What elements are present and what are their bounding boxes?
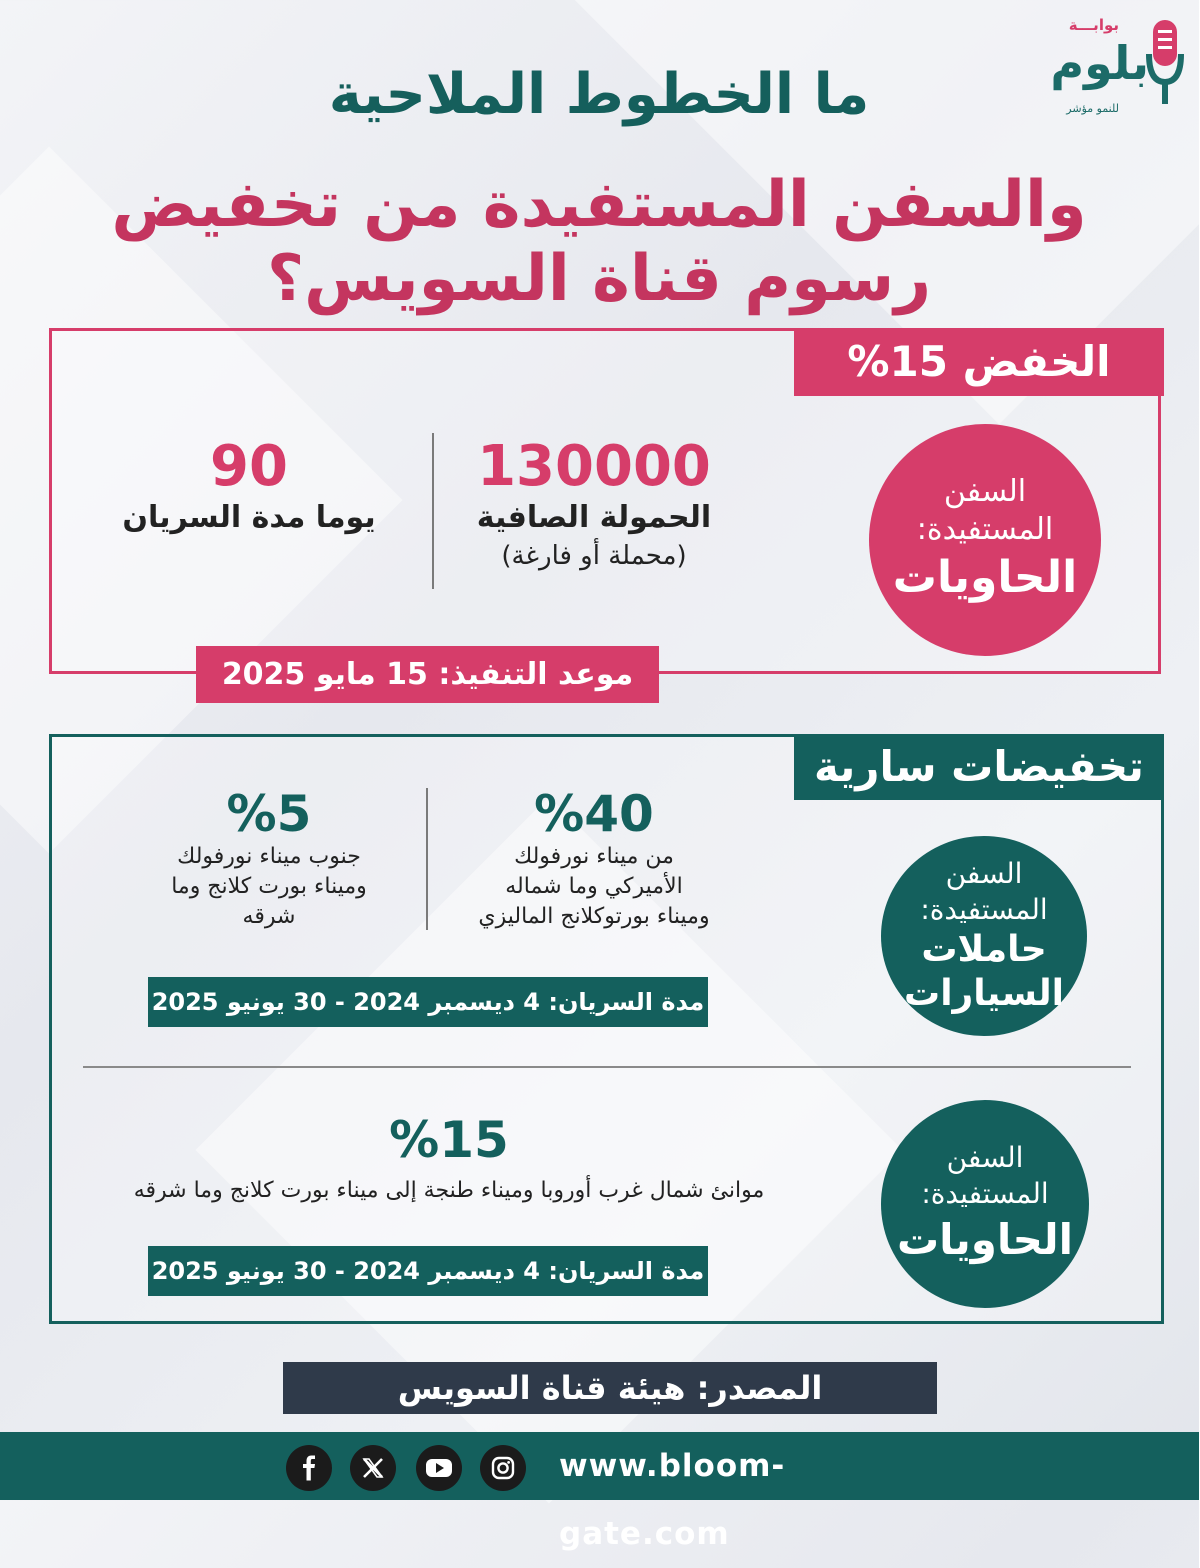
stat-value: %40 [535, 785, 655, 843]
divider [427, 788, 429, 930]
page-title-line2: والسفن المستفيدة من تخفيض رسوم قناة السويس؟ [112, 168, 1088, 316]
stat-desc-line: من ميناء نورفولك [515, 844, 675, 869]
website-link[interactable]: www.bloom-gate.com [560, 1448, 787, 1552]
stat-desc-line: وميناء بورت كلانج وما [172, 874, 368, 899]
logo-brand: بلوم [1051, 36, 1150, 90]
stat-desc: موانئ شمال غرب أوروبا وميناء طنجة إلى ميناء بورت كلانج وما شرقه [134, 1178, 766, 1203]
stat-label: الحمولة الصافية [477, 500, 713, 535]
circle-ship-type-line1: حاملات [922, 929, 1048, 970]
facebook-icon[interactable] [287, 1445, 333, 1491]
instagram-icon[interactable] [481, 1445, 527, 1491]
stat-label: يوما مدة السريان [123, 500, 377, 535]
beneficiary-circle-containers [882, 1100, 1090, 1308]
stat-value: 130000 [478, 434, 712, 499]
x-icon[interactable] [351, 1445, 397, 1491]
circle-ship-type: الحاويات [897, 1215, 1075, 1264]
section2-header: تخفيضات سارية [795, 734, 1165, 800]
validity-period-bar: مدة السريان: 4 ديسمبر 2024 - 30 يونيو 2025 [149, 1246, 709, 1296]
stat-15-percent [70, 1112, 830, 1206]
stat-5-percent [130, 786, 410, 932]
page-title-line1: ما الخطوط الملاحية [329, 62, 871, 127]
circle-label-line1: السفن [944, 474, 1028, 509]
section-divider [84, 1066, 1132, 1068]
stat-desc-line: وميناء بورتوكلانج الماليزي [479, 904, 711, 929]
beneficiary-circle-car-carriers [882, 836, 1088, 1036]
circle-label-line1: السفن [947, 1141, 1025, 1174]
circle-label-line1: السفن [946, 857, 1024, 890]
stat-sublabel: (محملة أو فارغة) [502, 541, 688, 571]
stat-40-percent [440, 786, 750, 932]
stat-desc-line: الأميركي وما شماله [506, 874, 684, 899]
circle-label-line2: المستفيدة: [917, 512, 1055, 547]
logo-tagline: للنمو مؤشر [1067, 102, 1120, 115]
validity-period-bar: مدة السريان: 4 ديسمبر 2024 - 30 يونيو 2025 [149, 977, 709, 1027]
stat-value: 90 [211, 434, 289, 499]
implementation-date-bar: موعد التنفيذ: 15 مايو 2025 [197, 646, 660, 703]
circle-label-line2: المستفيدة: [921, 893, 1049, 926]
stat-desc-line: شرقه [243, 904, 297, 929]
stat-desc-line: جنوب ميناء نورفولك [178, 844, 362, 869]
beneficiary-circle-containers [870, 424, 1102, 656]
stat-net-tonnage [450, 436, 740, 574]
stat-value: %5 [227, 785, 313, 843]
logo-top-word: بوابـــة [1069, 16, 1120, 34]
stat-validity-days [100, 436, 400, 538]
youtube-icon[interactable] [417, 1445, 463, 1491]
circle-ship-type: الحاويات [893, 552, 1079, 603]
section1-header: الخفض 15% [795, 328, 1165, 396]
circle-label-line2: المستفيدة: [922, 1177, 1050, 1210]
stat-value: %15 [390, 1111, 510, 1169]
divider [433, 433, 435, 589]
circle-ship-type-line2: السيارات [905, 973, 1065, 1014]
source-bar: المصدر: هيئة قناة السويس [284, 1362, 938, 1414]
